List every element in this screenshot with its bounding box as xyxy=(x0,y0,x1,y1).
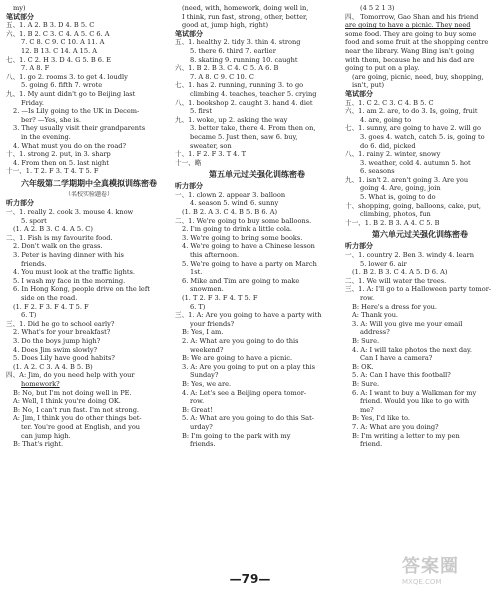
answer-line: 6. seasons xyxy=(360,167,395,176)
answer-line: 二、1. Fish is my favourite food. xyxy=(6,233,113,242)
answer-line: 3. We're going to bring some books. xyxy=(182,233,303,242)
answer-line: snowmen. xyxy=(190,285,224,294)
answer-line: friends. xyxy=(190,440,216,449)
answer-line: 九、1. woke, up 2. asking the way xyxy=(175,115,288,124)
answer-line: 十一、略 xyxy=(175,158,202,167)
answer-line: A: Jim, I think you do other things bet- xyxy=(13,414,142,423)
answer-line: 2. What's for your breakfast? xyxy=(13,328,111,337)
answer-line: A: Well, I think you're doing OK. xyxy=(13,397,121,406)
answer-line: 四、A: Jim, do you need help with your xyxy=(6,371,135,380)
answer-line: (need, with, homework, doing well in, xyxy=(182,4,309,12)
answer-line: Sunday? xyxy=(190,371,219,380)
answer-line: B: I'm going to the park with my xyxy=(182,431,291,440)
answer-line: 十、shopping, going, balloons, cake, put, xyxy=(345,201,482,210)
answer-line: me? xyxy=(360,405,374,414)
answer-line: 5. first xyxy=(190,107,212,116)
answer-line: going 4. Are, going, join xyxy=(360,184,441,193)
answer-line: friends. xyxy=(21,259,47,268)
answer-line: 5. Does Lily have good habits? xyxy=(13,354,115,363)
answer-line: homework? xyxy=(21,379,60,388)
section-title: 第六单元过关强化训练密卷 xyxy=(372,230,468,240)
answer-line: 6. In Hong Kong, people drive on the left xyxy=(13,285,150,294)
answer-line: B: Sure. xyxy=(352,336,380,345)
answer-line: (are going, picnic, need, buy, shopping, xyxy=(352,72,484,81)
answer-line: 四、 Tomorrow, Gao Shan and his friend xyxy=(345,12,479,21)
answer-line: 5. there 6. third 7. earlier xyxy=(190,46,276,55)
answer-line: B: Great! xyxy=(182,405,213,414)
answer-line: this afternoon. xyxy=(190,251,240,260)
answer-line: (1. B 2. B 3. C 4. A 5. D 6. A) xyxy=(352,268,448,277)
answer-line: 八、1. go 2. rooms 3. to get 4. loudly xyxy=(6,72,128,81)
answer-line: address? xyxy=(360,328,390,337)
answer-line: sweater, son xyxy=(190,141,232,150)
answer-line: 5. lower 6. air xyxy=(360,259,407,268)
answer-line: weekend? xyxy=(190,345,224,354)
answer-line: 4. Does Jim swim slowly? xyxy=(13,345,98,354)
answer-line: 2. Don't walk on the grass. xyxy=(13,242,103,251)
watermark-url: MXQE.COM xyxy=(402,578,442,586)
answer-line: B: Yes, we are. xyxy=(182,379,232,388)
answer-line: 二、1. We're going to buy some balloons. xyxy=(175,216,312,225)
answer-line: 2. —Is Lily going to the UK in Decem- xyxy=(13,107,140,116)
answer-line: Can I have a camera? xyxy=(360,354,433,363)
answer-line: I think, run fast, strong, other, better, xyxy=(182,12,308,21)
answer-line: B: I'm writing a letter to my pen xyxy=(352,431,460,440)
answer-line: 七、1. sunny, are going to have 2. will go xyxy=(345,124,481,133)
answer-line: 5. A: What are you going to do this Sat- xyxy=(182,414,314,423)
answer-line: 五、1. A 2. B 3. D 4. B 5. C xyxy=(6,21,95,30)
answer-line: 4. From then on 5. last night xyxy=(13,158,109,167)
answer-line: 三、1. A: Are you going to have a party with xyxy=(175,311,322,320)
answer-line: B: Here's a dress for you. xyxy=(352,302,438,311)
answer-line: 4. season 5. wind 6. sunny xyxy=(190,199,279,208)
answer-line: became 5. Just then, saw 6. buy, xyxy=(190,132,298,141)
answer-line: 6. T) xyxy=(21,311,37,320)
answer-line: your friends? xyxy=(190,319,235,328)
answer-line: 2. I'm going to drink a little cola. xyxy=(182,225,293,234)
answer-line: 十、1. strong 2. put, in 3. sharp xyxy=(6,150,111,159)
answer-line: near the library. Wang Bing isn't going xyxy=(345,46,475,55)
answer-line: 3. Do the boys jump high? xyxy=(13,336,101,345)
answer-line: 一、1. really 2. cook 3. mouse 4. know xyxy=(6,208,134,217)
answer-line: Friday. xyxy=(21,98,44,107)
answer-line: ter. You're good at English, and you xyxy=(21,422,141,431)
answer-line: 5. I wash my face in the morning. xyxy=(13,276,126,285)
answer-line: with them, because he and his dad are xyxy=(345,55,475,64)
answer-line: B: Yes, I am. xyxy=(182,328,224,337)
answer-line: do 6. did, picked xyxy=(360,141,416,150)
answer-line: 4. What must you do on the road? xyxy=(13,141,127,150)
answer-line: isn't, put) xyxy=(352,81,385,90)
answer-line: 5. A: Can I have this football? xyxy=(352,371,451,380)
answer-line: 4. You must look at the traffic lights. xyxy=(13,268,135,277)
answer-line: row. xyxy=(190,397,205,406)
answer-line: 九、1. isn't 2. aren't going 3. Are you xyxy=(345,175,469,184)
answer-line: 八、1. bookshop 2. caught 3. hand 4. diet xyxy=(175,98,313,107)
watermark-title: 答案圈 xyxy=(402,556,459,577)
answer-line: (1. B 2. A 3. C 4. B 5. B 6. A) xyxy=(182,208,278,217)
answer-line: B: Sure. xyxy=(352,379,380,388)
answer-line: 5. What is, going to do xyxy=(360,193,436,202)
answer-line: 十、1. F 2. F 3. T 4. T xyxy=(175,150,246,159)
answer-line: 十一、1. B 2. B 3. A 4. C 5. B xyxy=(345,218,440,227)
answer-line: 七、1. has 2. running, running 3. to go xyxy=(175,81,304,90)
answer-line: 六、1. B 2. C 3. C 4. A 5. C 6. A xyxy=(6,29,110,38)
answer-line: 1st. xyxy=(190,268,203,277)
answer-line: 九、1. My aunt didn't go to Beijing last xyxy=(6,89,136,98)
answer-line: A: Thank you. xyxy=(352,311,399,320)
answer-line: 6. T) xyxy=(190,302,206,311)
answer-line: ber? —Yes, she is. xyxy=(21,115,81,124)
answer-line: my) xyxy=(13,4,26,12)
answer-line: (1. T 2. F 3. F 4. T 5. F xyxy=(182,294,258,302)
answer-line: 一、1. clown 2. appear 3. balloon xyxy=(175,190,286,199)
answer-line: 二、1. We will water the trees. xyxy=(345,276,447,285)
answer-line: (1. F 2. F 3. F 4. T 5. F xyxy=(13,302,89,311)
answer-line: can jump high. xyxy=(21,431,71,440)
answer-line: side on the road. xyxy=(21,294,78,302)
answer-column-right xyxy=(345,4,495,449)
answer-line: 3. A: Are you going to put on a play this xyxy=(182,362,316,371)
answer-line: B: No, I can't run fast. I'm not strong. xyxy=(13,405,140,414)
answer-line: 4. A: I will take photos the next day. xyxy=(352,345,472,354)
answer-line: 7. A: What are you doing? xyxy=(352,422,439,431)
answer-line: 5. We're going to have a party on March xyxy=(182,259,317,268)
answer-line: some food. They are going to buy some xyxy=(345,29,477,38)
answer-line: 2. A: What are you going to do this xyxy=(182,336,299,345)
answer-line: 八、1. rainy 2. winter, snowy xyxy=(345,150,441,159)
section-heading: 笔试部分 xyxy=(175,29,203,38)
answer-line: 5. going 6. fifth 7. wrote xyxy=(21,81,103,90)
answer-line: 3. better take, there 4. From then on, xyxy=(190,124,316,133)
answer-line: 七、1. C 2. H 3. D 4. G 5. B 6. E xyxy=(6,55,111,64)
section-title: 第五单元过关强化训练密卷 xyxy=(209,170,305,180)
answer-line: 五、1. healthy 2. tidy 3. thin 4. strong xyxy=(175,38,301,47)
answer-line: (1. A 2. C 3. A 4. B 5. B) xyxy=(13,362,93,371)
answer-line: (4 5 2 1 3) xyxy=(360,4,395,12)
answer-line: 4. are, going to xyxy=(360,115,412,124)
answer-line: 一、1. country 2. Ben 3. windy 4. learn xyxy=(345,251,474,260)
answer-line: 8. skating 9. running 10. caught xyxy=(190,55,298,64)
answer-line: urday? xyxy=(190,422,213,431)
section-heading: 笔试部分 xyxy=(6,12,34,21)
page-number: —79— xyxy=(229,572,271,586)
answer-line: 三、1. Did he go to school early? xyxy=(6,319,115,328)
answer-line: B: We are going to have a picnic. xyxy=(182,354,293,363)
answer-line: 4. A: Let's see a Beijing opera tomor- xyxy=(182,388,307,397)
watermark-logo xyxy=(402,556,494,590)
answer-line: 3. A: Will you give me your email xyxy=(352,319,463,328)
answer-line: 3. They usually visit their grandparents xyxy=(13,124,146,133)
answer-line: （名校实验题卷） xyxy=(64,190,113,198)
answer-line: 4. We're going to have a Chinese lesson xyxy=(182,242,315,251)
answer-line: B: OK. xyxy=(352,362,374,371)
answer-line: 6. Mike and Tim are going to make xyxy=(182,276,300,285)
answer-line: 六、1. am 2. are, to do 3. Is, going, fruit xyxy=(345,107,478,116)
answer-line: 三、1. A: I'll go to a Halloween party tomor- xyxy=(345,285,492,294)
answer-line: good at, jump high, right) xyxy=(182,21,269,30)
answer-line: 3. goes 4. watch, catch 5. is, going to xyxy=(360,132,485,141)
answer-line: in the evening. xyxy=(21,132,71,141)
answer-line: 12. B 13. C 14. A 15. A xyxy=(21,46,98,55)
answer-line: 六、1. B 2. B 3. C 4. C 5. A 6. B xyxy=(175,64,279,73)
answer-line: 6. A: I want to buy a Walkman for my xyxy=(352,388,477,397)
answer-column-middle xyxy=(175,4,339,449)
answer-line: B: No, but I'm not doing well in PE. xyxy=(13,388,132,397)
answer-line: climbing, photos, fun xyxy=(360,210,431,219)
answer-line: friend. xyxy=(360,440,383,449)
answer-line: 3. Peter is having dinner with his xyxy=(13,251,124,260)
answer-line: 7. A 8. C 9. C 10. C xyxy=(190,72,254,81)
section-heading: 听力部分 xyxy=(175,182,203,191)
answer-line: 3. weather, cold 4. autumn 5. hot xyxy=(360,158,471,167)
answer-column-left xyxy=(6,4,172,449)
answer-line: food and some fruit at the shopping centre xyxy=(345,38,489,47)
section-title: 六年级第二学期期中全真模拟训练密卷 xyxy=(21,178,157,188)
answer-line: are going to have a picnic. They need xyxy=(345,21,471,30)
answer-line: friend. Would you like to go with xyxy=(360,397,470,406)
answer-line: going to put on a play. xyxy=(345,64,420,73)
answer-line: 五、1. C 2. C 3. C 4. B 5. C xyxy=(345,98,434,107)
section-heading: 笔试部分 xyxy=(345,89,373,98)
answer-line: 5. sport xyxy=(21,216,47,225)
section-heading: 听力部分 xyxy=(345,242,373,251)
answer-line: B: That's right. xyxy=(13,440,64,449)
answer-line: (1. A 2. B 3. C 4. A 5. C) xyxy=(13,225,93,234)
answer-line: 7. A 8. F xyxy=(21,64,50,73)
answer-line: climbing 4. teaches, teacher 5. crying xyxy=(190,89,317,98)
answer-line: row. xyxy=(360,294,375,302)
answer-line: 十一、1. T 2. F 3. T 4. T 5. F xyxy=(6,167,99,176)
section-heading: 听力部分 xyxy=(6,199,34,208)
answer-line: 7. C 8. C 9. C 10. A 11. A xyxy=(21,38,105,47)
answer-line: B: Yes, I'd like to. xyxy=(352,414,410,423)
